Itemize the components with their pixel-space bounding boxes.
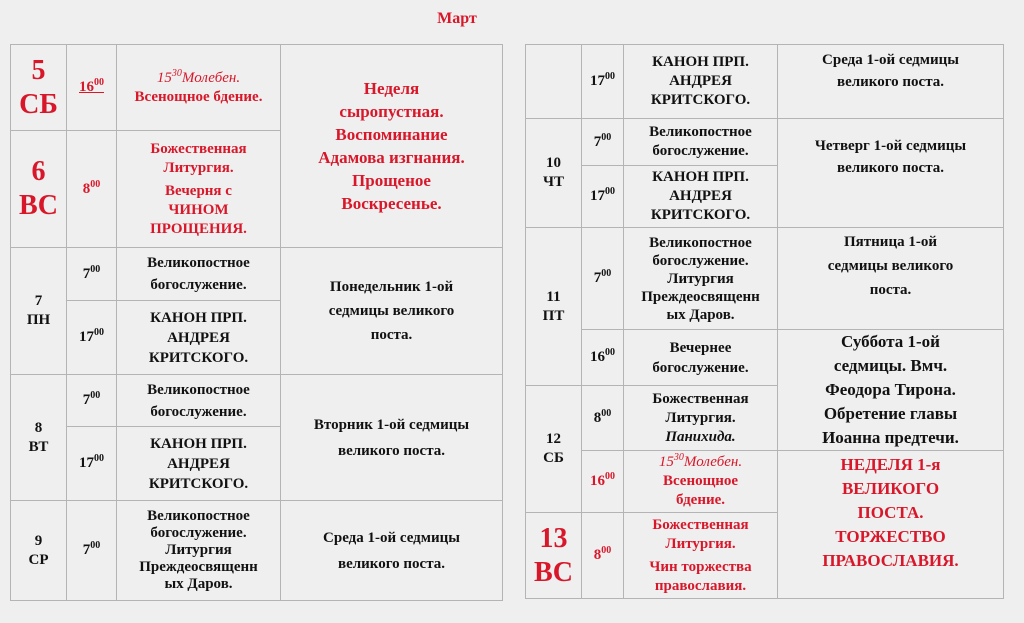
- service-cell: Великопостное богослужение.: [117, 248, 281, 301]
- page-title: Март: [437, 10, 477, 27]
- time-cell: $8^{00}$: [67, 131, 117, 248]
- time-cell: $7^{00}$: [67, 501, 117, 601]
- service-cell: Великопостное богослужение.: [624, 119, 778, 166]
- day-note: НЕДЕЛЯ 1-я ВЕЛИКОГО ПОСТА. ТОРЖЕСТВО ПРАВОСЛАВИЯ.: [778, 451, 1004, 599]
- time-cell: $8^{00}$: [582, 513, 624, 599]
- time-cell: $7^{00}$: [582, 228, 624, 330]
- table-row: [526, 451, 1004, 513]
- day-cell: 8 ВТ: [11, 375, 67, 501]
- day-note: Четверг 1-ой седмицы великого поста.: [778, 119, 1004, 228]
- day-cell: [11, 45, 67, 131]
- day-note: Неделя сыропустная. Воспоминание Адамова изгнания. Прощеное Воскресенье.: [281, 45, 503, 248]
- table-row: [11, 248, 503, 301]
- service-cell: Божественная Литургия. Панихида.: [624, 386, 778, 451]
- service-cell: КАНОН ПРП. АНДРЕЯ КРИТСКОГО.: [624, 166, 778, 228]
- time-cell: $7^{00}$: [582, 119, 624, 166]
- day-cell: 12 СБ: [526, 386, 582, 513]
- service-cell: КАНОН ПРП. АНДРЕЯ КРИТСКОГО.: [117, 301, 281, 375]
- time-cell: $8^{00}$: [582, 386, 624, 451]
- time-cell: $16^{00}$: [582, 330, 624, 386]
- table-row: [11, 45, 503, 131]
- time-cell: $17^{00}$: [67, 301, 117, 375]
- day-cell: 9 СР: [11, 501, 67, 601]
- service-cell: $15^{30}Молебен$. Всенощное бдение.: [624, 451, 778, 513]
- table-row: [526, 45, 1004, 119]
- time-cell: $17^{00}$: [582, 45, 624, 119]
- day-cell: 7 ПН: [11, 248, 67, 375]
- schedule-table-left: [10, 44, 503, 601]
- day-cell: 10 ЧТ: [526, 119, 582, 228]
- service-cell: $15^{30}Молебен$. Всенощное бдение.: [117, 45, 281, 131]
- table-row: [11, 501, 503, 601]
- day-cell: 13 ВС: [526, 513, 582, 599]
- day-number: 5: [31, 54, 46, 86]
- schedule-table-right: [525, 44, 1004, 599]
- service-cell: КАНОН ПРП. АНДРЕЯ КРИТСКОГО.: [117, 427, 281, 501]
- day-cell: 6 ВС: [11, 131, 67, 248]
- time-cell: $16^{00}$: [582, 451, 624, 513]
- service-cell: Божественная Литургия. Вечерня с ЧИНОМ ПРОЩЕНИЯ.: [117, 131, 281, 248]
- service-cell: Великопостное богослужение. Литургия Преждеосвященн ых Даров.: [624, 228, 778, 330]
- table-row: [526, 119, 1004, 166]
- table-row: [526, 228, 1004, 330]
- service-cell: Божественная Литургия. Чин торжества православия.: [624, 513, 778, 599]
- service-cell: Великопостное богослужение. Литургия Преждеосвященн ых Даров.: [117, 501, 281, 601]
- day-note: Суббота 1-ой седмицы. Вмч. Феодора Тирона. Обретение главы Иоанна предтечи.: [778, 330, 1004, 451]
- service-cell: Вечернее богослужение.: [624, 330, 778, 386]
- day-note: Понедельник 1-ой седмицы великого поста.: [281, 248, 503, 375]
- time-cell: $7^{00}$: [67, 248, 117, 301]
- table-row: [11, 375, 503, 427]
- day-note: Среда 1-ой седмицы великого поста.: [778, 45, 1004, 119]
- table-row: [526, 330, 1004, 386]
- day-note: Вторник 1-ой седмицы великого поста.: [281, 375, 503, 501]
- service-cell: Великопостное богослужение.: [117, 375, 281, 427]
- time-cell: $17^{00}$: [67, 427, 117, 501]
- time-cell: $17^{00}$: [582, 166, 624, 228]
- day-cell: 11 ПТ: [526, 228, 582, 386]
- day-cell: [526, 45, 582, 119]
- day-note: Среда 1-ой седмицы великого поста.: [281, 501, 503, 601]
- time-cell: $7^{00}$: [67, 375, 117, 427]
- service-cell: КАНОН ПРП. АНДРЕЯ КРИТСКОГО.: [624, 45, 778, 119]
- day-note: Пятница 1-ой седмицы великого поста.: [778, 228, 1004, 330]
- weekday: СБ: [19, 88, 58, 120]
- time-cell: $16^{00}$: [67, 45, 117, 131]
